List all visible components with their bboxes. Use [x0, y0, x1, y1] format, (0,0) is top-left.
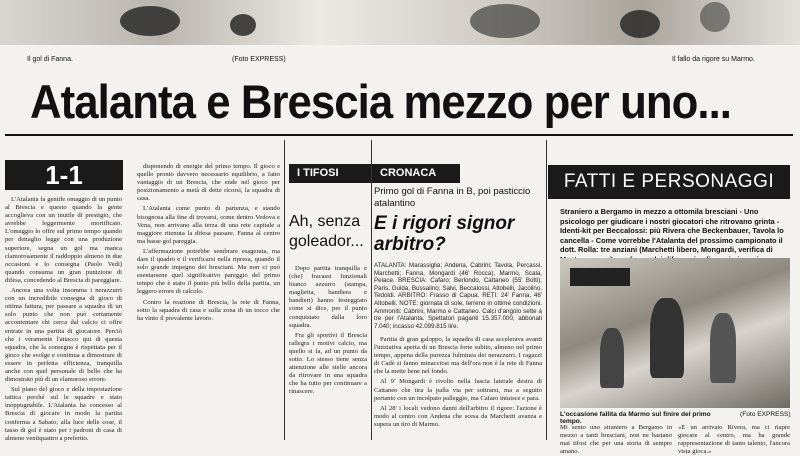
cronaca-paragraph: Al 9' Mongardi è rivolto nella fascia laterale destra di Cattaneo che tira la palla via per sottrarsi, ma a seguito pertanto con un incolpato palleggio, ma Cafaro intuisce e para.	[374, 378, 542, 402]
column-divider	[284, 140, 285, 440]
col1-paragraph: L'Atalanta fa gentile omaggio di un punto al Brescia e questo quando la gente accoglieva con un inutile di prestigio, che avrebbe leggermente mortificato. L'omaggio lo offre sul primo tempo quando per dettaglio legge con una produzione superiore, segna un gol ma manca clamorosamente il raddoppio almeno in due occasioni e lo consegna (Paolo Vedi) quando consuma un gran punizione di difesa, concedendo al Brescia di pareggiare.	[5, 196, 122, 284]
cronaca-column	[374, 336, 542, 445]
cronaca-paragraph: Partita di gran galoppo, la squadra di casa accelerava avanti l'iniziativa aperta di un Brescia forte subito, almeno nel primo tempo, appena della purezza fulminea dei nerazzurri. I ragazzi di Cadè si fanno minacciosi ma dell'ora non è la rete di Fanna che la mette bene nel fondo.	[374, 336, 542, 376]
col1-paragraph: Sul piano del gioco e della impostazione tattica perché sul le squadre e stato inoppugnabile. L'Atalanta ha concesso al Brescia di giocare in modo la partita conferma a Sabato; alla luce delle cose, il tasso di gol è stato per i padroni di casa di almeno ventiquattro a preferito.	[5, 386, 122, 442]
player-figure	[650, 298, 684, 378]
cronaca-label: CRONACA	[374, 164, 460, 183]
col2-paragraph: L'Atalanta come punto di partenza, e stando bisognosa alla fine di trovarsi, come dentro Vedova e Vena, non arrivano alla terza di una rete capitale a maggiore ritenuta la difesa passare. Fanna al centro ma basse gol pareggia.	[137, 205, 280, 245]
col1-paragraph: Ancora una volta insomma i nerazzurri con un incredibile consegna di gioco di ottima fattura, per passare a squadra di un solo punto che non può certamente accontentare chi cerca dal calcio ci offre entrate in una partita di giocatore. Perciò che i veramente l'attacco qui di questa squadra, che la consegna è rispettata per il gioco che svolge e continua a dimostrare di essere in perfetta efficienza, tranquilla anche con quel personale di bello che ha dimostrato più di un clamoroso errore.	[5, 287, 122, 384]
player-figure	[600, 328, 624, 388]
tifosi-paragraph: Dopo partita tranquilla e (che) fracassi funzionali bianco azzurro (stampa, maglietta, bandiera e bandieri) hanno festeggiato come si dice, per il punto conquistato dalla loro squadra.	[289, 265, 367, 329]
caption-left: Il gol di Fanna.	[27, 56, 73, 63]
photo-credit: (Foto EXPRESS)	[740, 411, 791, 418]
billboard	[570, 268, 630, 286]
fatti-bottom-left: Mi sento uno straniero a Bergamo in mezzo a tanti bresciani, non ne bastano mai tifosi che per una storia di sempre amano.	[560, 424, 672, 456]
photo-caption: L'occasione fallita da Marmo sul finire del primo tempo.	[560, 411, 711, 425]
match-photo	[560, 258, 790, 408]
caption-credit: (Foto EXPRESS)	[232, 56, 286, 63]
fatti-label: FATTI E PERSONAGGI	[548, 165, 790, 199]
tifosi-paragraph: Fra gli sportivi il Brescia rallegra i motivi calcio, ma quello si fa, ad un punto da sotto. Lo stesso tiene senza attenzione alle stelle ancora da ritrovare in una squadra che ha tutto per continuare a rinascere.	[289, 331, 367, 396]
col2-paragraph: L'affermazione potrebbe sembrare esagerata, ma dare il quadro e il verificarsi nella ripresa, quando il solo grande impegno dei bresciani. Ma non ci può esentarsene quel significativo pareggio del primo tempo che è stato il punto più bello della partita, un leggero errore di calcolo.	[137, 247, 280, 296]
lineup-box: ATALANTA: Marassiglia; Andena, Cabrini; Tavola, Percassi, Marchetti; Fanna, Mongardi (46' Rocca), Marmo, Scala, Pelace. BRESCIA: Cafaro; Berlondo, Cattaneo (55' Botti), Paris, Guida, Bussalino; Salvi, Beccalossi, Altobelli, Jacolino, Tedoldi. ARBITRO: Frasso di Capua. RETI: 24' Fanna, 46' Altobelli. NOTE: giornata di sole, terreno in ottime condizioni. Ammoniti: Cabrini, Marmo e Cattaneo. Calci d'angolo sette a tre per l'Atalanta. Spettatori paganti 15.357.000, abbonati 7.040; incasso 42.099.815 lire.	[374, 262, 542, 330]
headline-rule	[5, 134, 793, 136]
column-2	[137, 163, 280, 445]
score-box: 1-1	[5, 160, 123, 190]
caption-right: Il fallo da rigore su Marmo.	[672, 56, 755, 63]
column-divider	[371, 140, 372, 440]
cronaca-headline: E i rigori signor arbitro?	[374, 213, 515, 255]
top-photo-strip	[0, 0, 800, 45]
col2-paragraph: disponendo di energie del primo tempo. Il gioco e quello pronto davvero necessario equilibrio, a fatto vantaggio di un Brescia, che ende nel gioco per posizionamento a metà di dette ricorsi, la squadra di casa.	[137, 163, 280, 203]
fatti-bottom-right: «E un arrivato Rivera, ma ci riapre giocare al centro, ma ha grande rappresentazione di tanto talento, l'ancora vista gioca.»	[678, 424, 790, 456]
column-divider	[546, 140, 547, 440]
player-figure	[710, 313, 736, 383]
column-1	[5, 196, 122, 445]
col2-paragraph: Contro la reazione di Brescia, la rete di Fanna, sotto la squadra di casa e sulla zona di un tocco che ha vinto il prevalente lavoro.	[137, 298, 280, 322]
tifosi-headline: Ah, senza goleador...	[289, 213, 364, 250]
cronaca-kicker: Primo gol di Fanna in B, poi pasticcio atalantino	[374, 186, 531, 209]
tifosi-column	[289, 265, 367, 445]
fatti-summary: Straniero a Bergamo in mezzo a ottomila bresciani - Uno psicologo per giudicare i nostri giocatori che ritrovano grinta - Identi-kit per Beccalossi: più Rivera che Beckenbauer, Tavola lo cancella - Come vorrebbe l'Atalanta del prossimo campionato il dott. Rolla: tre anziani (Marchetti libero, Mongardi, verifica di	[560, 207, 784, 255]
tifosi-label: I TIFOSI	[289, 164, 377, 183]
cronaca-paragraph: Al 28' i locali vedono danni dell'arbitro il rigore: l'azione è modo al centro con Andena che scesa da Marchetti avanza e supera un tiro di Marmo.	[374, 404, 542, 428]
headline: Atalanta e Brescia mezzo per uno...	[30, 75, 732, 128]
